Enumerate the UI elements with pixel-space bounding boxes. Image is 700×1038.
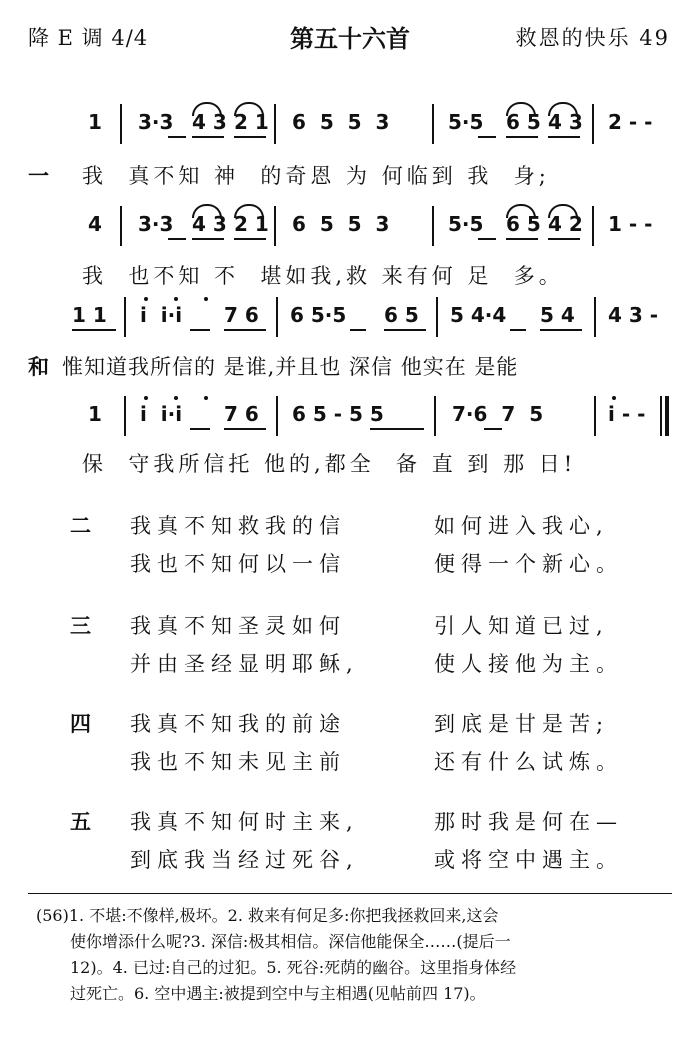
verse-line: 我也不知何以一信 (130, 552, 346, 576)
music-row-3 (0, 297, 700, 337)
note-group: 5 4 (540, 303, 575, 327)
barline (274, 206, 276, 246)
underline (510, 329, 526, 331)
note-group: 5·5 (448, 110, 484, 134)
note-pickup: 1 (88, 402, 102, 426)
note-group: 5·5 (448, 212, 484, 236)
hymn-title: 第五十六首 (290, 25, 410, 53)
music-row-2 (0, 206, 700, 246)
barline (120, 206, 122, 246)
verse-line: 到底是甘是苦; (434, 712, 610, 736)
verse-line: 还有什么试炼。 (434, 750, 623, 774)
note-pickup: 4 (88, 212, 102, 236)
footnote-divider (28, 893, 672, 894)
high-octave-dot (144, 297, 148, 301)
underline (548, 238, 580, 240)
barline (434, 396, 436, 436)
barline (436, 297, 438, 337)
footnote-line: 12)。4. 已过:自己的过犯。5. 死谷:死荫的幽谷。这里指身体经 (70, 958, 517, 977)
note-group: 4 3 - (608, 303, 659, 327)
underline (190, 428, 210, 430)
high-octave-dot (612, 396, 616, 400)
barline (120, 104, 122, 144)
verse-line: 或将空中遇主。 (434, 848, 623, 872)
underline (224, 329, 266, 331)
verse-line: 如何进入我心, (434, 514, 609, 538)
note-group: 3·3 (138, 212, 174, 236)
verse-line: 我也不知未见主前 (130, 750, 346, 774)
note-group: 5 4·4 (450, 303, 507, 327)
note-group: 6 5·5 (290, 303, 347, 327)
note-group: 7 6 (224, 402, 259, 426)
note-group: 6 5 (384, 303, 419, 327)
verse-line: 我真不知何时主来, (130, 810, 359, 834)
underline (506, 136, 538, 138)
note-group: 4 3 (192, 110, 227, 134)
chorus-marker: 和 (28, 355, 49, 379)
underline (384, 329, 426, 331)
note-group: 4 3 (548, 110, 583, 134)
underline (478, 238, 496, 240)
note-group: i i·i (140, 303, 183, 327)
underline (234, 238, 266, 240)
verse-number: 五 (70, 810, 91, 834)
note-group: 4 3 (192, 212, 227, 236)
note-group: i i·i (140, 402, 183, 426)
underline (548, 136, 580, 138)
high-octave-dot (144, 396, 148, 400)
note-pickup: 1 1 (72, 303, 107, 327)
barline (592, 104, 594, 144)
lyrics-line-2: 我 也不知 不 堪如我,救 来有何 足 多。 (82, 264, 564, 288)
lyrics-line-4: 保 守我所信托 他的,都全 备 直 到 那 日! (82, 452, 577, 476)
note-group: 7·6 7 5 (452, 402, 544, 426)
underline (72, 329, 116, 331)
footnote-line: (56)1. 不堪:不像样,极坏。2. 救来有何足多:你把我拯救回来,这会 (36, 906, 499, 925)
note-group: 6 5 5 3 (292, 110, 390, 134)
verse-line: 我真不知我的前途 (130, 712, 346, 736)
note-group: 6 5 (506, 212, 541, 236)
high-octave-dot (204, 297, 208, 301)
music-row-1 (0, 104, 700, 144)
verse-number: 四 (70, 712, 91, 736)
underline (224, 428, 266, 430)
underline (192, 238, 224, 240)
verse-line: 便得一个新心。 (434, 552, 623, 576)
footnote (36, 903, 676, 1007)
barline (276, 297, 278, 337)
note-group: 2 1 (234, 110, 269, 134)
note-group: 1 - - (608, 212, 653, 236)
underline (192, 136, 224, 138)
barline (124, 297, 126, 337)
barline (276, 396, 278, 436)
underline (540, 329, 582, 331)
note-group: 3·3 (138, 110, 174, 134)
underline (484, 428, 502, 430)
verse-number: 三 (70, 614, 91, 638)
verse-line: 那时我是何在— (434, 810, 623, 834)
lyrics-line-3: 惟知道我所信的 是谁,并且也 深信 他实在 是能 (62, 355, 519, 379)
verse-line: 我真不知圣灵如何 (130, 614, 346, 638)
category-page-number: 救恩的快乐 49 (515, 26, 670, 50)
underline (190, 329, 210, 331)
note-group: 4 2 (548, 212, 583, 236)
high-octave-dot (174, 297, 178, 301)
underline (234, 136, 266, 138)
barline (274, 104, 276, 144)
verse-number: 二 (70, 514, 91, 538)
final-barline-thick (665, 396, 669, 436)
note-group: 2 1 (234, 212, 269, 236)
note-group: 7 6 (224, 303, 259, 327)
note-pickup: 1 (88, 110, 102, 134)
verse-line: 我真不知救我的信 (130, 514, 346, 538)
note-group: i - - (608, 402, 646, 426)
verse-marker: 一 (28, 164, 49, 188)
note-group: 2 - - (608, 110, 653, 134)
barline (432, 206, 434, 246)
barline (592, 206, 594, 246)
verse-line: 使人接他为主。 (434, 652, 623, 676)
underline (506, 238, 538, 240)
barline (124, 396, 126, 436)
verse-line: 引人知道已过, (434, 614, 609, 638)
lyrics-line-1: 我 真不知 神 的奇恩 为 何临到 我 身; (82, 164, 550, 188)
verse-line: 到底我当经过死谷, (130, 848, 359, 872)
barline (432, 104, 434, 144)
key-time-signature: 降 E 调 4/4 (28, 26, 149, 50)
high-octave-dot (204, 396, 208, 400)
underline (168, 238, 186, 240)
note-group: 6 5 5 3 (292, 212, 390, 236)
final-barline-thin (660, 396, 662, 436)
footnote-line: 过死亡。6. 空中遇主:被提到空中与主相遇(见帖前四 17)。 (70, 984, 486, 1003)
footnote-line: 使你增添什么呢?3. 深信:极其相信。深信他能保全……(提后一 (70, 932, 511, 951)
barline (594, 396, 596, 436)
underline (478, 136, 496, 138)
barline (594, 297, 596, 337)
music-row-4 (0, 396, 700, 436)
underline (168, 136, 186, 138)
verse-line: 并由圣经显明耶稣, (130, 652, 359, 676)
note-group: 6 5 - 5 5 (292, 402, 384, 426)
note-group: 6 5 (506, 110, 541, 134)
underline (370, 428, 424, 430)
high-octave-dot (174, 396, 178, 400)
underline (350, 329, 366, 331)
